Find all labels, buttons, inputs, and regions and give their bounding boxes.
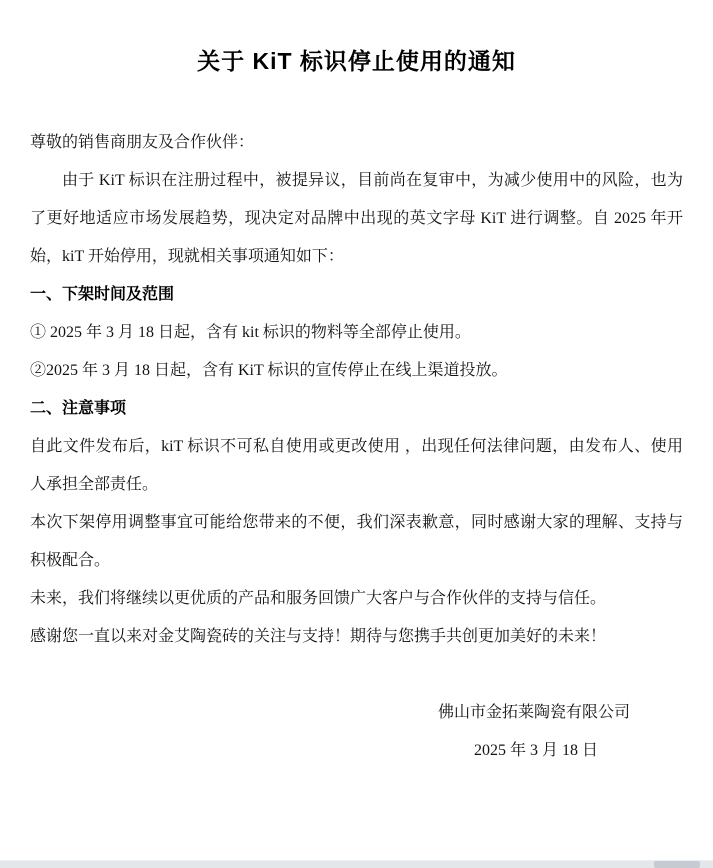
signature-company: 佛山市金拓莱陶瓷有限公司 <box>437 704 630 721</box>
document-title: 关于 KiT 标识停止使用的通知 <box>197 48 516 74</box>
signature-block <box>30 694 683 770</box>
section2-paragraph-3: 未来，我们将继续以更优质的产品和服务回馈广大客户与合作伙伴的支持与信任。 <box>30 590 607 607</box>
greeting: 尊敬的销售商朋友及合作伙伴： <box>30 134 255 151</box>
section1-item-1: ① 2025 年 3 月 18 日起，含有 kit 标识的物料等全部停止使用。 <box>30 324 471 341</box>
intro-paragraph: 由于 KiT 标识在注册过程中，被提异议，目前尚在复审中，为减少使用中的风险，也为了更好地适应市场发展趋势，现决定对品牌中出现的英文字母 KiT 进行调整。自 2025 年开始，kiT 开始停用，现就相关事项通知如下： <box>30 172 683 265</box>
scrollbar-thumb[interactable] <box>654 861 700 868</box>
section1-heading: 一、下架时间及范围 <box>30 286 175 303</box>
section2-paragraph-2: 本次下架停用调整事宜可能给您带来的不便，我们深表歉意，同时感谢大家的理解、支持与积极配合。 <box>30 514 683 569</box>
signature-date: 2025 年 3 月 18 日 <box>473 742 598 759</box>
horizontal-scrollbar[interactable] <box>0 860 713 868</box>
section2-paragraph-1: 自此文件发布后，kiT 标识不可私自使用或更改使用 ，出现任何法律问题，由发布人、使用人承担全部责任。 <box>30 438 683 493</box>
section1-item-2: ②2025 年 3 月 18 日起，含有 KiT 标识的宣传停止在线上渠道投放。 <box>30 362 508 379</box>
document-body <box>30 124 683 770</box>
section2-paragraph-4: 感谢您一直以来对金艾陶瓷砖的关注与支持！期待与您携手共创更加美好的未来！ <box>30 628 607 645</box>
section2-heading: 二、注意事项 <box>30 400 127 417</box>
